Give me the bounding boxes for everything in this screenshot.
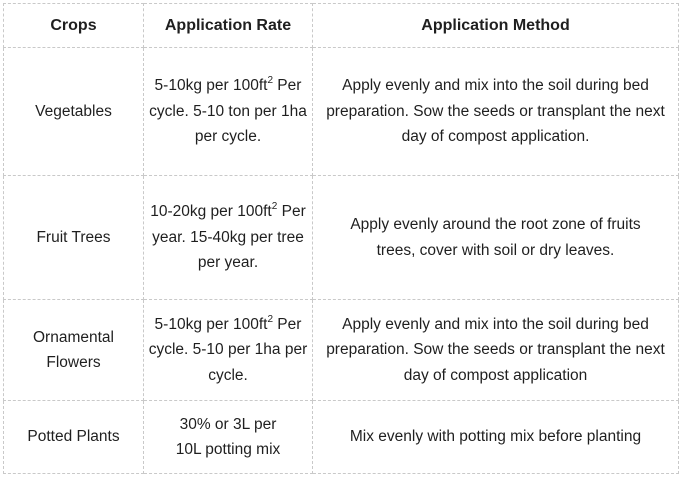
table-row bbox=[4, 300, 679, 401]
header-row bbox=[4, 4, 679, 48]
rate-cell bbox=[144, 48, 313, 176]
rate-cell bbox=[144, 300, 313, 401]
compost-application-table bbox=[3, 3, 679, 474]
header-application-rate: Application Rate bbox=[144, 4, 313, 48]
header-crops: Crops bbox=[4, 4, 144, 48]
method-cell: Apply evenly around the root zone of fruits trees, cover with soil or dry leaves. bbox=[313, 176, 679, 300]
rate-superscript: 2 bbox=[271, 201, 278, 213]
rate-superscript: 2 bbox=[267, 75, 273, 87]
rate-superscript: 2 bbox=[267, 313, 273, 325]
rate-text: 10-20kg per 100ft bbox=[150, 203, 272, 221]
rate-text: 30% or 3L per 10L potting mix bbox=[175, 415, 281, 458]
method-cell: Apply evenly and mix into the soil during bed preparation. Sow the seeds or transplant the next day of compost application bbox=[313, 300, 679, 401]
rate-cell bbox=[144, 401, 313, 474]
rate-text-cont: Per year. 15-40kg per tree per year. bbox=[152, 203, 306, 272]
table-row bbox=[4, 176, 679, 300]
crop-cell: Ornamental Flowers bbox=[4, 300, 144, 401]
table-row bbox=[4, 48, 679, 176]
method-cell: Apply evenly and mix into the soil during bed preparation. Sow the seeds or transplant the next day of compost application. bbox=[313, 48, 679, 176]
rate-text: 5-10kg per 100ft bbox=[154, 77, 268, 95]
method-cell: Mix evenly with potting mix before planting bbox=[313, 401, 679, 474]
rate-cell bbox=[144, 176, 313, 300]
table-row bbox=[4, 401, 679, 474]
crop-cell: Potted Plants bbox=[4, 401, 144, 474]
rate-text-cont: Per cycle. 5-10 per 1ha per cycle. bbox=[148, 315, 308, 384]
rate-text: 5-10kg per 100ft bbox=[154, 315, 268, 333]
rate-text-cont: Per cycle. 5-10 ton per 1ha per cycle. bbox=[149, 77, 307, 146]
crop-cell: Fruit Trees bbox=[4, 176, 144, 300]
crop-cell: Vegetables bbox=[4, 48, 144, 176]
header-application-method: Application Method bbox=[313, 4, 679, 48]
